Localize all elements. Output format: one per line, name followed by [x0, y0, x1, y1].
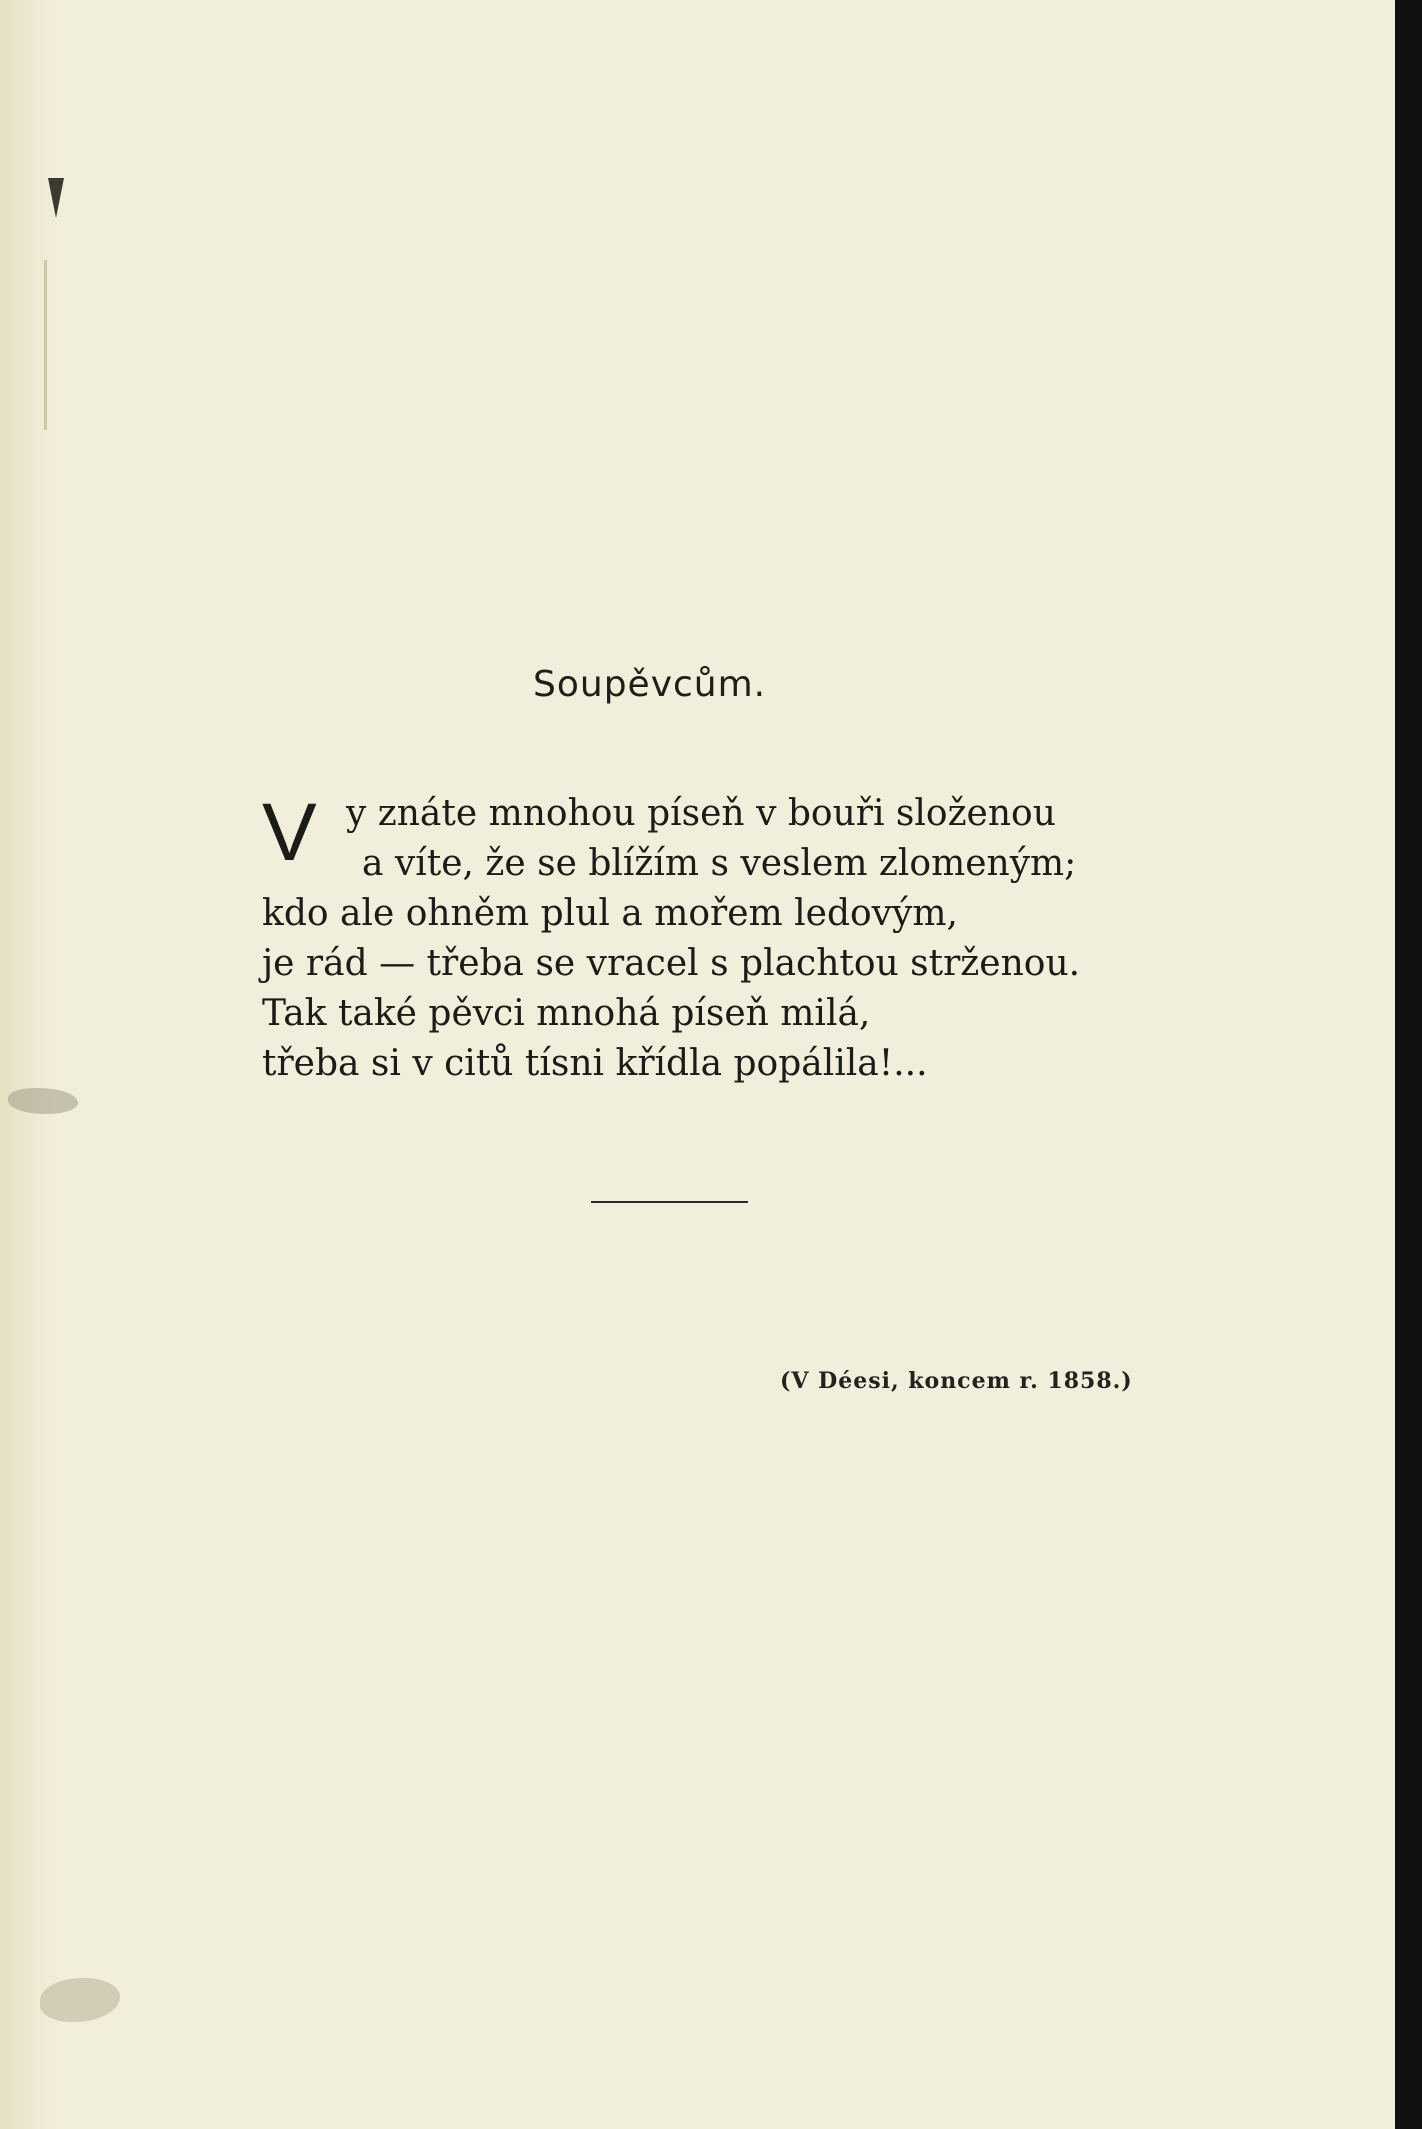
dateline: (V Déesi, koncem r. 1858.): [780, 1368, 1133, 1394]
poem-line: třeba si v citů tísni křídla popálila!...: [262, 1043, 928, 1084]
poem-line: a víte, že se blížím s veslem zlomeným;: [362, 843, 1077, 884]
poem-drop-cap: V: [262, 787, 317, 878]
page-gutter: [0, 0, 58, 2129]
poem-line: Tak také pěvci mnohá píseň milá,: [262, 993, 871, 1034]
section-divider: [591, 1201, 748, 1203]
binding-stain-mark: [48, 178, 64, 218]
binding-stain-mark: [40, 1978, 120, 2022]
poem-title: Soupěvcům.: [533, 664, 767, 705]
binding-stain-mark: [8, 1088, 78, 1114]
poem-line: je rád — třeba se vracel s plachtou strženou.: [262, 943, 1081, 984]
poem-line: y znáte mnohou píseň v bouři složenou: [346, 793, 1056, 834]
binding-edge-line: [44, 260, 47, 430]
poem-line: kdo ale ohněm plul a mořem ledovým,: [262, 893, 958, 934]
